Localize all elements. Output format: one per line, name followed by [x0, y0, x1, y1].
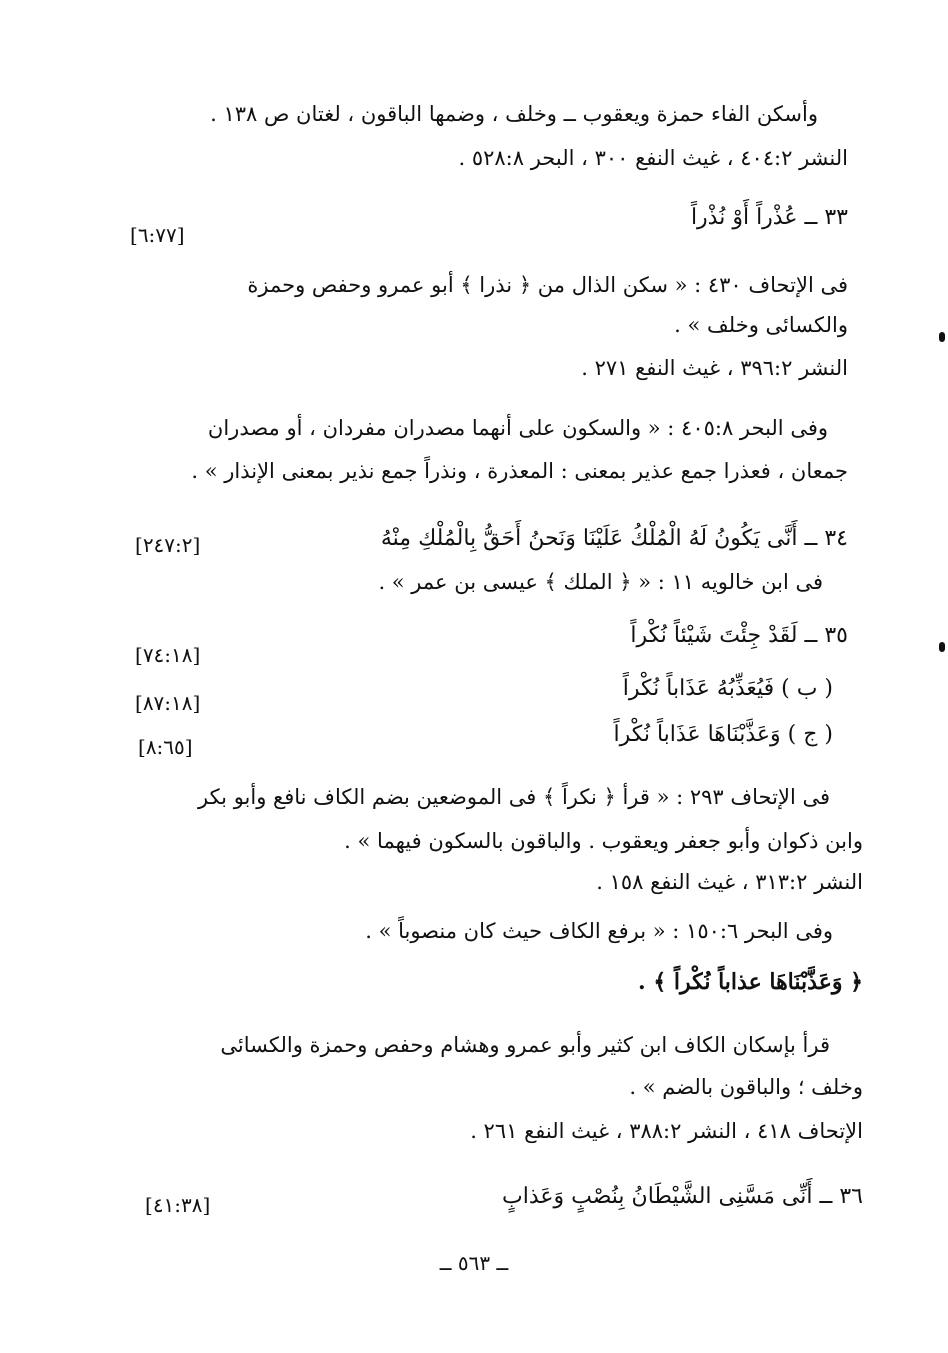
- verse-heading-34: ٣٤ ــ أَنَّى يَكُونُ لَهُ الْمُلْكُ عَلَيْنَا وَنَحنُ أَحَقُّ بِالْمُلْكِ مِنْهُ: [380, 526, 848, 551]
- text-line: وفى البحر ٤٠٥:٨ : « والسكون على أنهما مصدران مفردان ، أو مصدران: [207, 416, 828, 440]
- verse-reference: [٨٧:١٨]: [135, 691, 201, 715]
- verse-quote: ﴿ وَعَذَّبْنَاهَا عذاباً نُكْراً ﴾ .: [638, 969, 863, 995]
- verse-line-c: ( ج ) وَعَذَّبْنَاهَا عَذَاباً نُكْراً: [613, 722, 833, 747]
- verse-reference: [٢٤٧:٢]: [135, 533, 201, 557]
- text-line: وخلف ؛ والباقون بالضم » .: [629, 1075, 863, 1099]
- verse-reference: [٧٤:١٨]: [135, 643, 201, 667]
- text-line: فى الإتحاف ٤٣٠ : « سكن الذال من ﴿ نذرا ﴾ أبو عمرو وحفص وحمزة: [247, 273, 848, 297]
- verse-heading-36: ٣٦ ــ أَنِّى مَسَّنِى الشَّيْطَانُ بِنُصْبٍ وَعَذابٍ: [502, 1184, 863, 1209]
- page-number: ــ ٥٦٣ ــ: [439, 1251, 509, 1275]
- text-line: وابن ذكوان وأبو جعفر ويعقوب . والباقون بالسكون فيهما » .: [344, 829, 863, 853]
- text-line: والكسائى وخلف » .: [674, 313, 848, 337]
- verse-reference: [٤١:٣٨]: [145, 1193, 211, 1217]
- text-line: وأسكن الفاء حمزة ويعقوب ــ وخلف ، وضمها الباقون ، لغتان ص ١٣٨ .: [210, 102, 818, 126]
- text-line: فى الإتحاف ٢٩٣ : « قرأ ﴿ نكراً ﴾ فى الموضعين بضم الكاف نافع وأبو بكر: [198, 785, 830, 809]
- verse-reference: [٦:٧٧]: [130, 223, 185, 247]
- verse-heading-33: ٣٣ ــ عُذْراً أَوْ نُذْراً: [690, 205, 848, 230]
- verse-heading-35: ٣٥ ــ لَقَدْ جِئْتَ شَيْئاً نُكْراً: [630, 623, 848, 648]
- text-line: النشر ٣٩٦:٢ ، غيث النفع ٢٧١ .: [581, 356, 848, 380]
- text-line: الإتحاف ٤١٨ ، النشر ٣٨٨:٢ ، غيث النفع ٢٦١ .: [470, 1119, 863, 1143]
- text-line: النشر ٣١٣:٢ ، غيث النفع ١٥٨ .: [596, 870, 863, 894]
- text-line: جمعان ، فعذرا جمع عذير بمعنى : المعذرة ، ونذراً جمع نذير بمعنى الإنذار » .: [191, 459, 848, 483]
- text-line: النشر ٤٠٤:٢ ، غيث النفع ٣٠٠ ، البحر ٥٢٨:٨ .: [458, 146, 848, 170]
- text-line: وفى البحر ١٥٠:٦ : « برفع الكاف حيث كان منصوباً » .: [365, 919, 833, 943]
- text-line: فى ابن خالويه ١١ : « ﴿ الملك ﴾ عيسى بن عمر » .: [378, 570, 823, 594]
- margin-mark: [939, 642, 945, 652]
- margin-mark: [939, 332, 945, 342]
- verse-reference: [٨:٦٥]: [138, 735, 193, 759]
- verse-line-b: ( ب ) فَيُعَذِّبُهُ عَذَاباً نُكْراً: [622, 676, 833, 701]
- text-line: قرأ بإسكان الكاف ابن كثير وأبو عمرو وهشام وحفص وحمزة والكسائى: [220, 1033, 830, 1057]
